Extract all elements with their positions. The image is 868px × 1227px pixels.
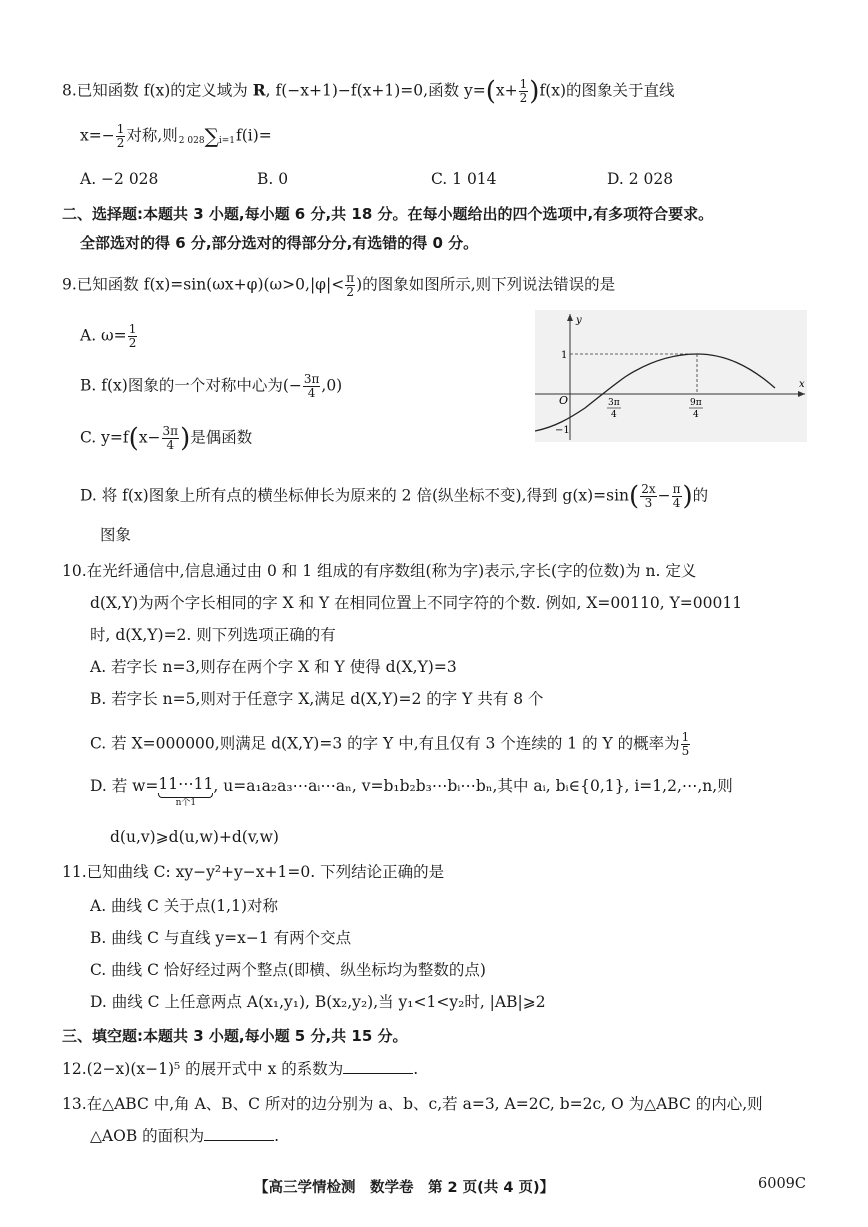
frac-den: 2 [116,136,125,150]
q8-text2: , f(−x+1)−f(x+1)=0,函数 y= [265,81,486,100]
frac-num: 1 [519,77,528,91]
frac-den: 4 [166,438,175,452]
section3-heading: 三、填空题:本题共 3 小题,每小题 5 分,共 15 分。 [62,1027,408,1045]
q9-c-frac [162,425,180,452]
q13-number: 13. [62,1095,87,1113]
q8-number: 8. [62,81,77,100]
page-footer: 【高三学情检测 数学卷 第 2 页(共 4 页)】 [254,1180,555,1196]
q11-text: 已知曲线 C: xy−y²+y−x+1=0. 下列结论正确的是 [86,863,445,881]
q8-frac-half2 [116,123,126,150]
paper-code: 6009C [758,1176,806,1192]
frac-num: 1 [128,322,137,336]
section2-rule: 全部选对的得 6 分,部分选对的得部分分,有选错的得 0 分。 [80,234,479,252]
q10-option-a: A. 若字长 n=3,则存在两个字 X 和 Y 使得 d(X,Y)=3 [90,658,457,676]
frac-num: 3π [303,372,320,386]
paren-left: ( [128,423,139,454]
x-label: x [799,379,805,390]
q10-d-post: , u=a₁a₂a₃⋯aᵢ⋯aₙ, v=b₁b₂b₃⋯bᵢ⋯bₙ,其中 aᵢ, bᵢ∈{0,1}, i=1,2,⋯,n,则 [213,777,733,795]
q9-a-frac [128,323,138,350]
q9-option-b [80,373,342,400]
q9-c-x: x− [138,428,161,447]
q8-option-d: D. 2 028 [607,170,674,188]
sine-curve [535,354,775,431]
paren-right: ) [180,423,191,454]
underbrace-ones [158,775,213,808]
q9-b-text: B. f(x)图象的一个对称中心为(− [80,376,302,395]
frac-den: 4 [672,496,681,510]
q13-line2 [90,1124,279,1147]
paren-right: ) [682,481,693,512]
q12 [62,1057,418,1080]
q9-text: 已知函数 f(x)=sin(ωx+φ)(ω>0,|φ|< [76,275,345,294]
tick-9pi4-num: 9π [690,398,702,408]
frac-num: π [346,271,355,285]
q8-domain-R: R [252,80,266,100]
q9-d-frac2 [672,483,682,510]
q8-frac-half [519,78,529,105]
q9-d-line2: 图象 [100,526,132,544]
tick-3pi4-num: 3π [608,398,620,408]
q10-c-frac [681,731,691,758]
q9-d-text: D. 将 f(x)图象上所有点的横坐标伸长为原来的 2 倍(纵坐标不变),得到 g(x)=sin [80,486,630,505]
q10-option-c [90,731,691,758]
q9-number: 9. [62,275,77,294]
x-arrow-icon [798,391,805,397]
q8-symmetric: 对称,则 [126,126,178,145]
frac-den: 3 [644,496,653,510]
sum-symbol [178,124,235,148]
q10-d-line2: d(u,v)⩾d(u,w)+d(v,w) [110,828,279,846]
q11-stem [62,861,444,883]
q13-period: . [274,1127,280,1145]
q11-number: 11. [62,863,87,881]
frac-den: 2 [519,91,528,105]
frac-num: π [672,482,681,496]
frac-den: 4 [307,386,316,400]
graph-svg [535,310,807,442]
frac-num: 1 [681,730,690,744]
sigma-icon: ∑ [204,124,219,148]
minus: − [657,486,671,505]
ones-string: 11⋯11 [158,775,214,793]
section2-heading: 二、选择题:本题共 3 小题,每小题 6 分,共 18 分。在每小题给出的四个选项中,有多项符合要求。 [62,205,714,223]
q9-option-d [80,483,708,510]
q8-line1 [62,78,675,105]
q10-option-d [90,775,733,808]
q8-x-eq: x=− [80,126,115,145]
tick-3pi4-den: 4 [611,410,617,420]
y-one-label: 1 [561,350,568,361]
q8-fi: f(i)= [236,126,272,145]
q11-option-d: D. 曲线 C 上任意两点 A(x₁,y₁), B(x₂,y₂),当 y₁<1<y₂时, |AB|⩾2 [90,993,546,1011]
q10-number: 10. [62,562,87,580]
frac-num: 2x [641,482,656,496]
frac-den: 5 [681,744,690,758]
frac-den: 2 [346,285,355,299]
q10-c-text: C. 若 X=000000,则满足 d(X,Y)=3 的字 Y 中,有且仅有 3 个连续的 1 的 Y 的概率为 [90,734,680,753]
paren-right: ) [529,76,540,107]
q13-text: 在△ABC 中,角 A、B、C 所对的边分别为 a、b、c,若 a=3, A=2C, b=2c, O 为△ABC 的内心,则 [86,1095,763,1113]
origin-label: O [559,394,569,407]
q12-period: . [413,1060,419,1078]
q9-c-post: 是偶函数 [190,428,253,447]
q11-option-a: A. 曲线 C 关于点(1,1)对称 [90,897,279,915]
sum-upper: 2 028 [178,136,205,146]
q13-text2: △AOB 的面积为 [90,1127,205,1145]
q13-line1 [62,1093,763,1115]
sum-lower: i=1 [218,136,235,146]
frac-num: 1 [116,122,125,136]
frac-num: 3π [162,424,179,438]
q10-option-b: B. 若字长 n=5,则对于任意字 X,满足 d(X,Y)=2 的字 Y 共有 8 个 [90,690,544,708]
sine-graph [535,310,807,442]
paren-left: ( [629,481,640,512]
tick-9pi4-den: 4 [693,410,699,420]
q8-option-b: B. 0 [257,170,289,188]
q9-stem [62,272,615,299]
q9-d-post: 的 [692,486,709,505]
q10-line3: 时, d(X,Y)=2. 则下列选项正确的有 [90,626,336,644]
q9-d-frac1 [640,483,656,510]
q8-option-a: A. −2 028 [80,170,159,188]
q8-text3: x+ [495,81,518,100]
q10-d-text: D. 若 w= [90,777,159,795]
q11-option-b: B. 曲线 C 与直线 y=x−1 有两个交点 [90,929,352,947]
frac-den: 2 [128,336,137,350]
q9-a-text: A. ω= [80,326,127,345]
q9-c-text: C. y=f [80,428,129,447]
y-label: y [576,315,582,326]
q10-line1 [62,560,696,582]
q10-line2: d(X,Y)为两个字长相同的字 X 和 Y 在相同位置上不同字符的个数. 例如, X=00110, Y=00011 [90,594,743,612]
brace-label: n个1 [175,798,197,808]
q9-option-a [80,323,138,350]
q9-option-c [80,425,252,452]
q9-text2: )的图象如图所示,则下列说法错误的是 [356,275,616,294]
q9-frac-pi2 [345,272,355,299]
q8-option-c: C. 1 014 [431,170,497,188]
q8-text4: f(x)的图象关于直线 [539,81,675,100]
q9-b-frac [303,373,321,400]
q10-text: 在光纤通信中,信息通过由 0 和 1 组成的有序数组(称为字)表示,字长(字的位数)为 n. 定义 [86,562,697,580]
q12-number: 12. [62,1060,87,1078]
answer-blank[interactable] [204,1124,274,1141]
y-arrow-icon [567,314,573,321]
paren-left: ( [485,76,496,107]
q8-text: 已知函数 f(x)的定义域为 [76,81,248,100]
q11-option-c: C. 曲线 C 恰好经过两个整点(即横、纵坐标均为整数的点) [90,961,486,979]
answer-blank[interactable] [343,1057,413,1074]
q8-line2 [80,123,272,150]
q12-text: (2−x)(x−1)⁵ 的展开式中 x 的系数为 [86,1060,344,1078]
q9-b-post: ,0) [321,376,343,395]
y-neg-one-label: −1 [555,425,570,436]
